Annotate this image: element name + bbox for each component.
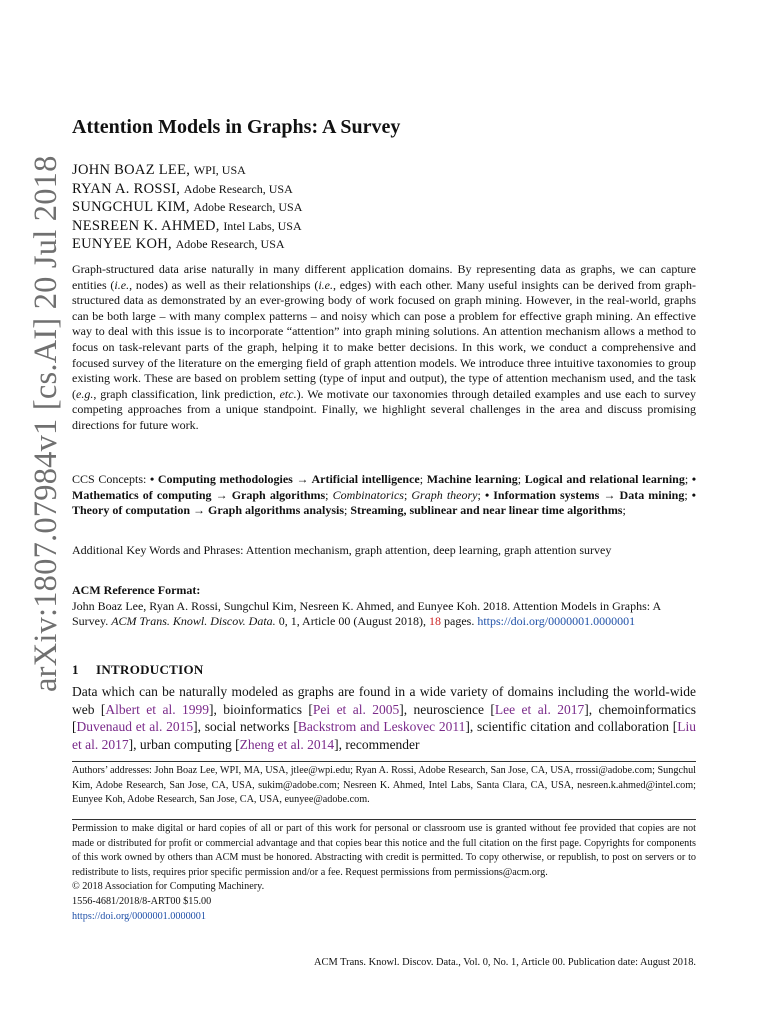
author-name: RYAN A. ROSSI,	[72, 180, 181, 197]
divider	[72, 761, 696, 762]
page-count-link[interactable]: 18	[429, 614, 442, 629]
author	[72, 161, 696, 180]
permission-text: Permission to make digital or hard copies of all or part of this work for personal or classroom use is granted without fee provided that copies are not made or distributed for profit or commercial advantage and that copies bear this notice and the full citation on the first page. Copyrights for components of this work owned by others than ACM must be honored. Abstracting with credit is permitted. To copy otherwise, or republish, to post on servers or to redistribute to lists, requires prior specific permission and/or a fee. Request permissions from permissions@acm.org.	[72, 823, 696, 878]
author-name: SUNGCHUL KIM,	[72, 199, 190, 216]
introduction-paragraph: Data which can be naturally modeled as graphs are found in a wide variety of domains including the world-wide web [Albert et al. 1999], bioinformatics [Pei et al. 2005], neuroscience [Lee et al. 2017], chemoinformatics [Duvenaud et al. 2015], social networks [Backstrom and Leskovec 2011], scientific citation and collaboration [Liu et al. 2017], urban computing [Zheng et al. 2014], recommender	[72, 684, 696, 752]
section-heading	[72, 662, 696, 678]
author-name: JOHN BOAZ LEE,	[72, 162, 191, 178]
author	[72, 217, 696, 236]
author-affiliation: Adobe Research, USA	[193, 200, 303, 215]
ccs-concepts: CCS Concepts: • Computing methodologies → Artificial intelligence; Machine learning; Logical and relational learning; • Mathematics of computing → Graph algorithms; Combinatorics; Graph theory; • Information systems → Data mining; • Theory of computation → Graph algorithms analysis; Streaming, sublinear and near linear time algorithms;	[72, 472, 697, 518]
author-affiliation: Adobe Research, USA	[183, 181, 293, 196]
doi-link[interactable]: https://doi.org/0000001.0000001	[477, 614, 636, 629]
copyright-line: © 2018 Association for Computing Machinery.	[72, 881, 265, 893]
author	[72, 235, 696, 254]
permission-doi-link[interactable]: https://doi.org/0000001.0000001	[72, 910, 206, 922]
reference-heading: ACM Reference Format:	[72, 583, 201, 597]
acm-reference-format	[72, 583, 696, 630]
permission-notice	[72, 822, 696, 924]
reference-text: John Boaz Lee, Ryan A. Rossi, Sungchul Kim, Nesreen K. Ahmed, and Eunyee Koh. 2018. Attention Models in Graphs: A Survey. ACM Trans. Knowl. Discov. Data. 0, 1, Article 00 (August 2018), 18 pages. https://doi.org/0000001.0000001	[72, 598, 661, 629]
section-title: INTRODUCTION	[96, 662, 204, 677]
author-name: EUNYEE KOH,	[72, 236, 172, 253]
citation-link[interactable]: Lee et al. 2017	[494, 701, 585, 717]
divider	[72, 819, 696, 820]
section-number: 1	[72, 662, 79, 677]
author-affiliation: WPI, USA	[193, 163, 246, 177]
citation-link[interactable]: Zheng et al. 2014	[239, 736, 335, 752]
author	[72, 198, 696, 217]
citation-link[interactable]: Backstrom and Leskovec 2011	[297, 719, 466, 734]
paper-title: Attention Models in Graphs: A Survey	[72, 116, 401, 138]
citation-link[interactable]: Liu et al. 2017	[72, 719, 696, 752]
author	[72, 180, 696, 199]
arxiv-identifier: arXiv:1807.07984v1 [cs.AI] 20 Jul 2018	[28, 155, 64, 692]
abstract: Graph-structured data arise naturally in many different application domains. By representing data as graphs, we can capture entities (i.e., nodes) as well as their relationships (i.e., edges) with each other. Many useful insights can be derived from graph-structured data as demonstrated by an ever-growing body of work focused on graph mining. However, in the real-world, graphs can be both large – with many complex patterns – and noisy which can pose a problem for effective graph mining. An effective way to deal with this issue is to incorporate “attention” into graph mining solutions. An attention mechanism allows a method to focus on task-relevant parts of the graph, helping it to make better decisions. In this work, we conduct a comprehensive and focused survey of the literature on the emerging field of graph attention models. We introduce three intuitive taxonomies to group existing work. These are based on problem setting (type of input and output), the type of attention mechanism used, and the task (e.g., graph classification, link prediction, etc.). We motivate our taxonomies through detailed examples and use each to survey competing approaches from a unique standpoint. Finally, we highlight several challenges in the area and discuss promising directions for future work.	[72, 262, 696, 432]
citation-link[interactable]: Albert et al. 1999	[105, 701, 209, 717]
author-addresses: Authors’ addresses: John Boaz Lee, WPI, MA, USA, jtlee@wpi.edu; Ryan A. Rossi, Adobe Research, San Jose, CA, USA, rrossi@adobe.com; Sungchul Kim, Adobe Research, San Jose, CA, USA, sukim@adobe.com; Nesreen K. Ahmed, Intel Labs, Santa Clara, CA, USA, nesreen.k.ahmed@intel.com; Eunyee Koh, Adobe Research, San Jose, CA, USA, eunyee@adobe.com.	[72, 765, 696, 806]
keywords: Additional Key Words and Phrases: Attention mechanism, graph attention, deep learning, graph attention survey	[72, 543, 612, 557]
page-footer: ACM Trans. Knowl. Discov. Data., Vol. 0, No. 1, Article 00. Publication date: August 2018.	[314, 957, 696, 968]
author-affiliation: Intel Labs, USA	[223, 218, 302, 233]
author-list	[72, 161, 696, 254]
author-affiliation: Adobe Research, USA	[175, 237, 285, 252]
author-name: NESREEN K. AHMED,	[72, 217, 220, 234]
citation-link[interactable]: Duvenaud et al. 2015	[76, 719, 194, 734]
issn-line: 1556-4681/2018/8-ART00 $15.00	[72, 895, 212, 907]
citation-link[interactable]: Pei et al. 2005	[312, 701, 400, 717]
